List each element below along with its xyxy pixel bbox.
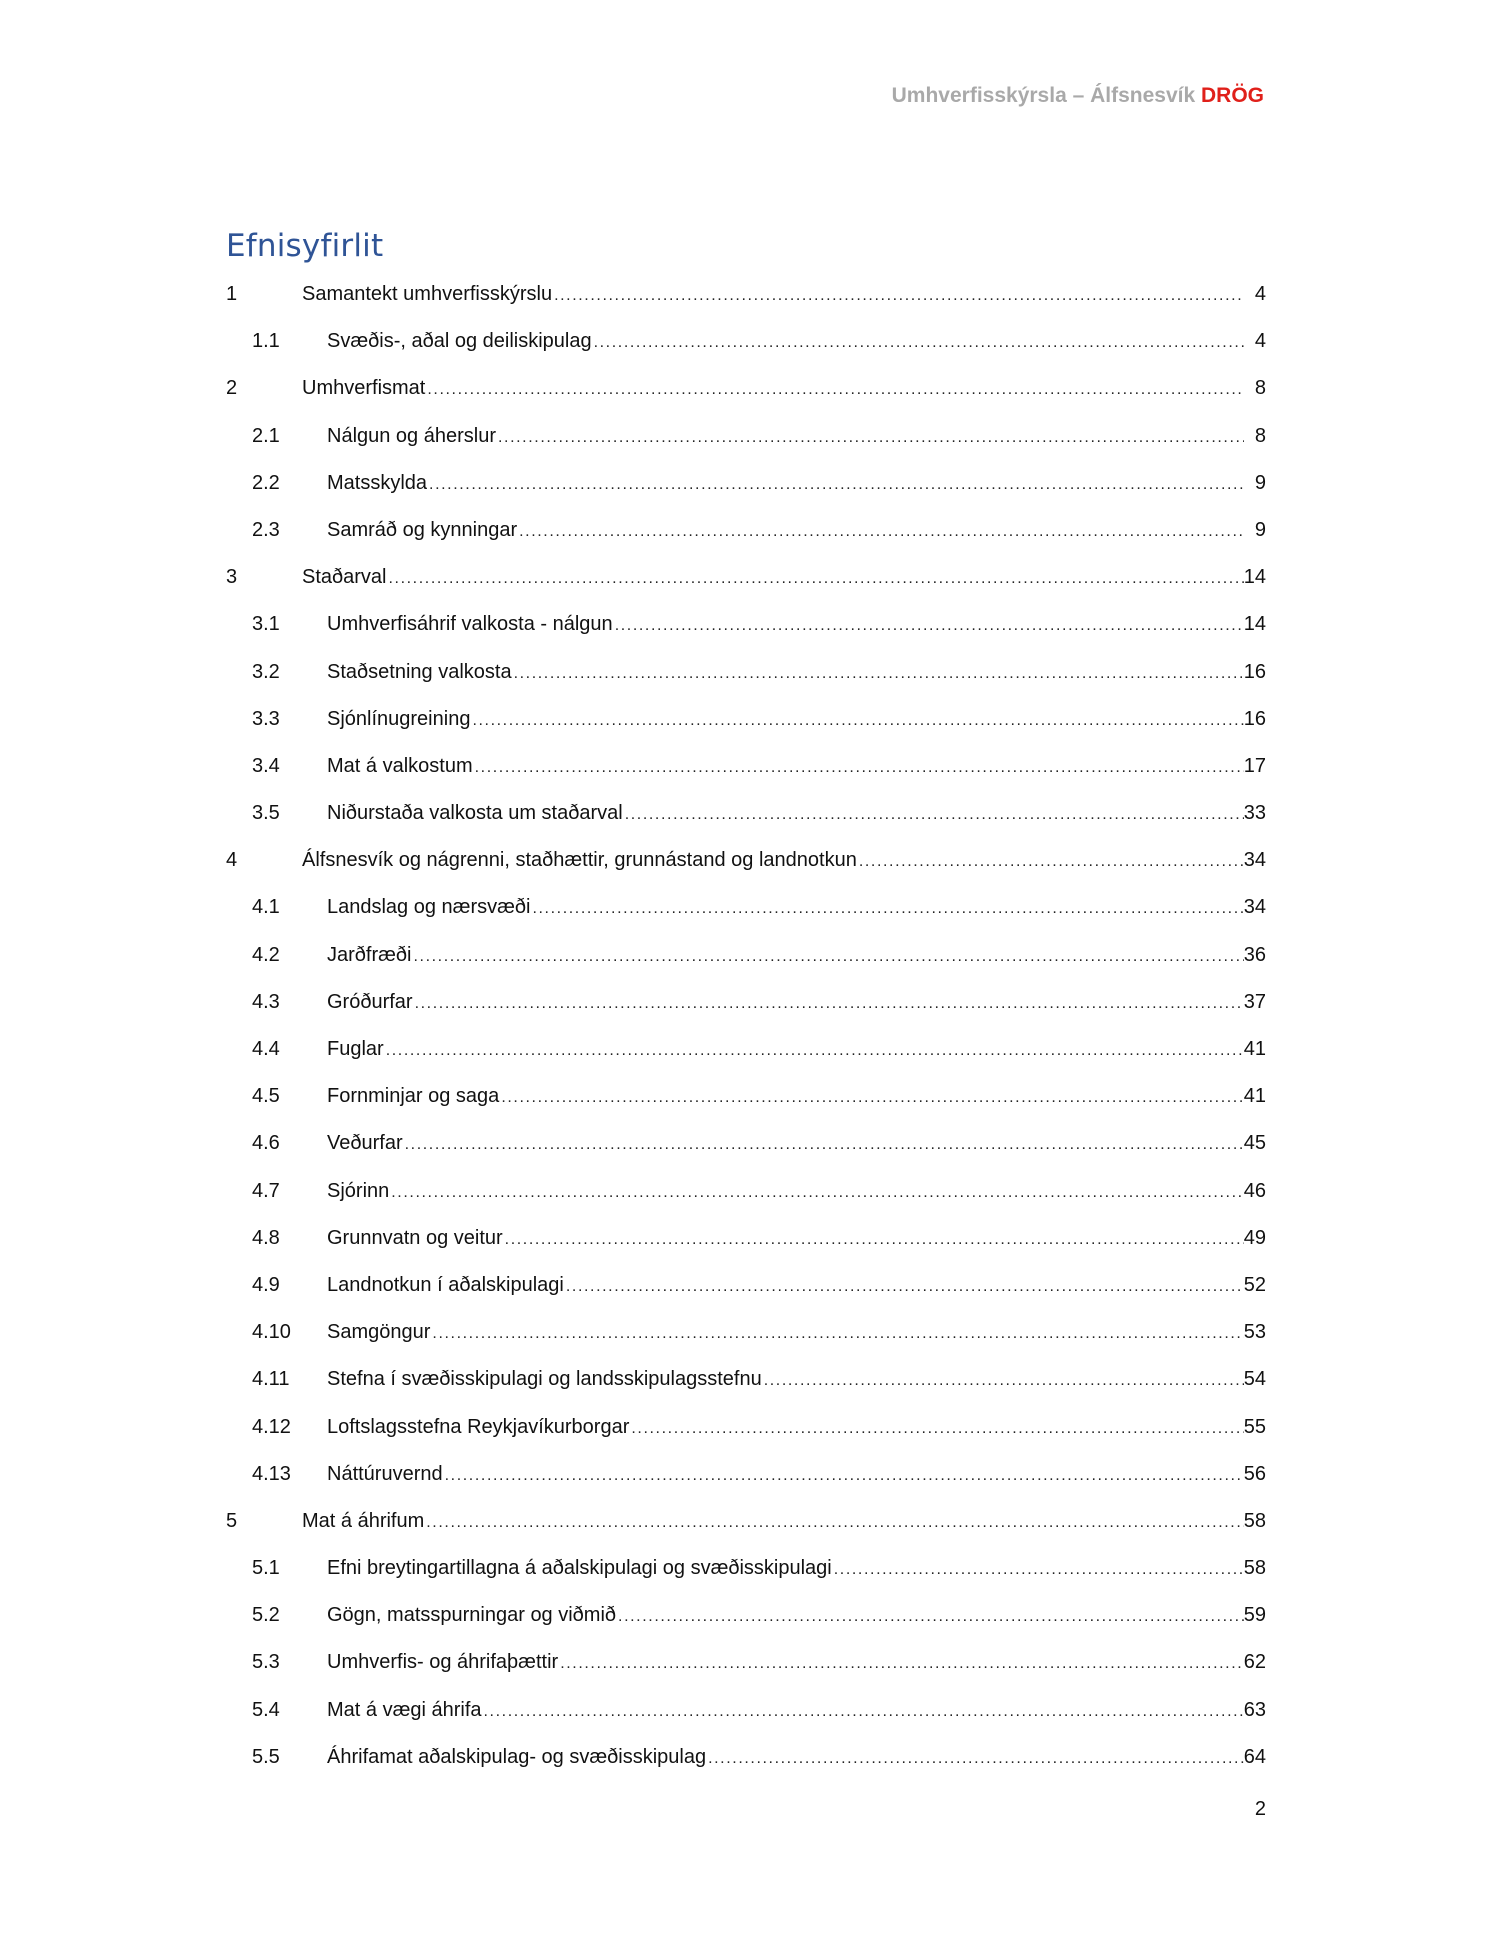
toc-entry-page: 55 (1243, 1415, 1266, 1438)
toc-dot-leader (386, 1027, 1244, 1074)
toc-dot-leader (391, 1169, 1243, 1216)
toc-entry-number: 5.1 (252, 1557, 280, 1580)
toc-dot-leader (554, 272, 1244, 319)
toc-dot-leader (413, 933, 1243, 980)
toc-entry[interactable] (226, 1309, 1266, 1356)
toc-entry-title: Sjórinn (327, 1179, 390, 1202)
toc-entry-number: 4.10 (252, 1321, 291, 1344)
toc-entry-number: 4.9 (252, 1273, 280, 1296)
toc-entry-page: 63 (1243, 1698, 1266, 1721)
toc-dot-leader (514, 650, 1244, 697)
toc-entry-page: 58 (1243, 1509, 1266, 1532)
document-title: Umhverfisskýrsla – Álfsnesvík (891, 84, 1196, 107)
toc-entry-title: Samgöngur (327, 1321, 431, 1344)
toc-entry-page: 17 (1243, 754, 1266, 777)
toc-entry-title: Grunnvatn og veitur (327, 1226, 503, 1249)
toc-entry-title: Samantekt umhverfisskýrslu (302, 283, 553, 305)
toc-entry-number: 4.4 (252, 1038, 280, 1060)
toc-entry-number: 5.3 (252, 1651, 280, 1674)
toc-entry[interactable] (226, 979, 1266, 1026)
toc-entry-number: 2.1 (252, 424, 280, 447)
toc-entry-page: 56 (1243, 1462, 1266, 1485)
toc-entry-page: 34 (1243, 849, 1266, 872)
toc-entry-page: 14 (1243, 566, 1266, 589)
toc-entry-page: 9 (1254, 471, 1266, 494)
toc-heading: Efnisyfirlit (226, 228, 384, 264)
page-header (892, 84, 1264, 108)
toc-entry[interactable] (226, 1215, 1266, 1262)
toc-entry-title: Landslag og nærsvæði (327, 896, 531, 919)
toc-entry-number: 1.1 (252, 330, 280, 353)
toc-entry-title: Samráð og kynningar (327, 518, 518, 541)
toc-dot-leader (566, 1263, 1244, 1310)
toc-entry-number: 4.11 (252, 1368, 290, 1391)
toc-entry-number: 4 (226, 849, 238, 872)
toc-entry[interactable] (226, 790, 1266, 837)
toc-entry-title: Umhverfisáhrif valkosta - nálgun (327, 613, 613, 636)
toc-entry[interactable] (226, 1498, 1266, 1545)
toc-entry[interactable] (226, 743, 1266, 790)
toc-entry[interactable] (226, 271, 1266, 318)
toc-entry-page: 64 (1243, 1745, 1266, 1768)
toc-entry-title: Staðsetning valkosta (327, 660, 512, 683)
toc-entry[interactable] (226, 696, 1266, 743)
toc-dot-leader (484, 1688, 1244, 1735)
toc-dot-leader (519, 508, 1244, 555)
toc-entry-number: 2.3 (252, 518, 280, 541)
toc-entry-title: Fornminjar og saga (327, 1085, 500, 1108)
toc-entry-page: 41 (1243, 1038, 1266, 1060)
toc-entry[interactable] (226, 1120, 1266, 1167)
toc-entry-page: 33 (1243, 802, 1266, 825)
toc-entry-page: 59 (1243, 1604, 1266, 1627)
toc-entry-title: Mat á valkostum (327, 754, 473, 777)
toc-entry[interactable] (226, 1639, 1266, 1686)
toc-entry[interactable] (226, 884, 1266, 931)
toc-entry[interactable] (226, 1026, 1266, 1073)
toc-entry-page: 9 (1254, 518, 1266, 541)
toc-entry-title: Veðurfar (327, 1132, 403, 1155)
toc-entry-number: 4.5 (252, 1085, 280, 1108)
toc-entry-page: 41 (1243, 1085, 1266, 1108)
toc-dot-leader (389, 555, 1244, 602)
toc-entry-number: 4.13 (252, 1462, 291, 1485)
toc-entry-page: 4 (1254, 330, 1266, 353)
toc-dot-leader (618, 1593, 1244, 1640)
toc-entry[interactable] (226, 1545, 1266, 1592)
toc-entry[interactable] (226, 932, 1266, 979)
toc-entry-page: 14 (1243, 613, 1266, 636)
toc-dot-leader (432, 1310, 1243, 1357)
toc-entry-number: 5 (226, 1509, 238, 1532)
table-of-contents (226, 271, 1266, 1781)
toc-entry-title: Nálgun og áherslur (327, 424, 496, 447)
toc-entry-page: 8 (1254, 377, 1266, 400)
toc-entry-number: 4.2 (252, 943, 280, 966)
toc-entry-page: 52 (1243, 1273, 1266, 1296)
toc-dot-leader (631, 1405, 1243, 1452)
page-number: 2 (1254, 1798, 1266, 1820)
toc-entry-title: Staðarval (302, 566, 387, 589)
toc-dot-leader (764, 1357, 1244, 1404)
toc-entry-number: 5.4 (252, 1698, 280, 1721)
toc-entry-number: 3.4 (252, 754, 280, 777)
toc-dot-leader (427, 366, 1244, 413)
toc-entry-title: Áhrifamat aðalskipulag- og svæðisskipulag (327, 1745, 707, 1768)
toc-dot-leader (625, 791, 1244, 838)
toc-entry-title: Fuglar (327, 1038, 384, 1060)
toc-entry-title: Niðurstaða valkosta um staðarval (327, 802, 623, 825)
toc-entry[interactable] (226, 1356, 1266, 1403)
toc-entry-title: Mat á áhrifum (302, 1509, 425, 1532)
toc-dot-leader (834, 1546, 1244, 1593)
toc-entry-page: 16 (1243, 660, 1266, 683)
toc-entry-number: 4.7 (252, 1179, 280, 1202)
toc-entry-title: Jarðfræði (327, 943, 412, 966)
toc-entry-title: Álfsnesvík og nágrenni, staðhættir, grunnástand og landnotkun (302, 849, 857, 872)
toc-dot-leader (594, 319, 1244, 366)
toc-entry[interactable] (226, 837, 1266, 884)
toc-dot-leader (405, 1121, 1244, 1168)
toc-entry[interactable] (226, 460, 1266, 507)
toc-dot-leader (532, 885, 1243, 932)
toc-entry-title: Landnotkun í aðalskipulagi (327, 1273, 564, 1296)
toc-entry-title: Loftslagsstefna Reykjavíkurborgar (327, 1415, 630, 1438)
toc-entry-number: 4.8 (252, 1226, 280, 1249)
toc-entry-page: 34 (1243, 896, 1266, 919)
toc-entry-title: Sjónlínugreining (327, 707, 471, 730)
toc-entry-number: 3.5 (252, 802, 280, 825)
toc-entry-page: 45 (1243, 1132, 1266, 1155)
toc-entry-number: 4.12 (252, 1415, 291, 1438)
toc-entry-title: Umhverfis- og áhrifaþættir (327, 1651, 559, 1674)
toc-entry-page: 16 (1243, 707, 1266, 730)
toc-entry-number: 3.2 (252, 660, 280, 683)
toc-entry[interactable] (226, 1168, 1266, 1215)
toc-entry-number: 2.2 (252, 471, 280, 494)
toc-dot-leader (501, 1074, 1243, 1121)
toc-entry-number: 3.1 (252, 613, 280, 636)
toc-entry-number: 4.6 (252, 1132, 280, 1155)
toc-entry-page: 4 (1254, 283, 1266, 305)
draft-label: DRÖG (1201, 84, 1264, 107)
toc-entry-title: Gróðurfar (327, 990, 413, 1013)
toc-entry-page: 46 (1243, 1179, 1266, 1202)
toc-entry[interactable] (226, 365, 1266, 412)
toc-entry[interactable] (226, 1734, 1266, 1781)
toc-entry-title: Náttúruvernd (327, 1462, 443, 1485)
toc-dot-leader (445, 1452, 1244, 1499)
toc-entry-number: 1 (226, 283, 238, 305)
toc-dot-leader (415, 980, 1244, 1027)
toc-entry[interactable] (226, 507, 1266, 554)
toc-entry[interactable] (226, 413, 1266, 460)
toc-dot-leader (429, 461, 1244, 508)
toc-entry-page: 58 (1243, 1557, 1266, 1580)
toc-entry[interactable] (226, 554, 1266, 601)
toc-entry-number: 3.3 (252, 707, 280, 730)
toc-entry[interactable] (226, 318, 1266, 365)
toc-dot-leader (472, 697, 1243, 744)
toc-entry-page: 37 (1243, 990, 1266, 1013)
toc-entry-title: Umhverfismat (302, 377, 426, 400)
toc-entry-page: 36 (1243, 943, 1266, 966)
toc-entry-page: 54 (1243, 1368, 1266, 1391)
toc-entry-title: Matsskylda (327, 471, 428, 494)
toc-entry-title: Stefna í svæðisskipulagi og landsskipulagsstefnu (327, 1368, 762, 1391)
toc-entry[interactable] (226, 1592, 1266, 1639)
toc-dot-leader (560, 1640, 1244, 1687)
toc-dot-leader (615, 602, 1244, 649)
toc-dot-leader (498, 414, 1244, 461)
toc-entry-number: 5.5 (252, 1745, 280, 1768)
toc-entry-number: 5.2 (252, 1604, 280, 1627)
toc-entry[interactable] (226, 1451, 1266, 1498)
toc-entry[interactable] (226, 1404, 1266, 1451)
toc-entry-number: 2 (226, 377, 238, 400)
toc-entry-title: Svæðis-, aðal og deiliskipulag (327, 330, 592, 353)
toc-entry-page: 53 (1243, 1321, 1266, 1344)
toc-dot-leader (426, 1499, 1243, 1546)
toc-entry-title: Mat á vægi áhrifa (327, 1698, 482, 1721)
toc-entry[interactable] (226, 1687, 1266, 1734)
toc-entry-page: 49 (1243, 1226, 1266, 1249)
toc-entry-number: 3 (226, 566, 238, 589)
toc-entry[interactable] (226, 1262, 1266, 1309)
toc-dot-leader (859, 838, 1244, 885)
toc-entry-number: 4.1 (252, 896, 280, 919)
toc-entry[interactable] (226, 649, 1266, 696)
toc-entry-page: 62 (1243, 1651, 1266, 1674)
toc-dot-leader (475, 744, 1244, 791)
toc-entry[interactable] (226, 601, 1266, 648)
toc-entry[interactable] (226, 1073, 1266, 1120)
toc-dot-leader (708, 1735, 1244, 1782)
toc-entry-page: 8 (1254, 424, 1266, 447)
toc-entry-number: 4.3 (252, 990, 280, 1013)
toc-entry-title: Gögn, matsspurningar og viðmið (327, 1604, 617, 1627)
toc-entry-title: Efni breytingartillagna á aðalskipulagi og svæðisskipulagi (327, 1557, 832, 1580)
toc-dot-leader (505, 1216, 1244, 1263)
